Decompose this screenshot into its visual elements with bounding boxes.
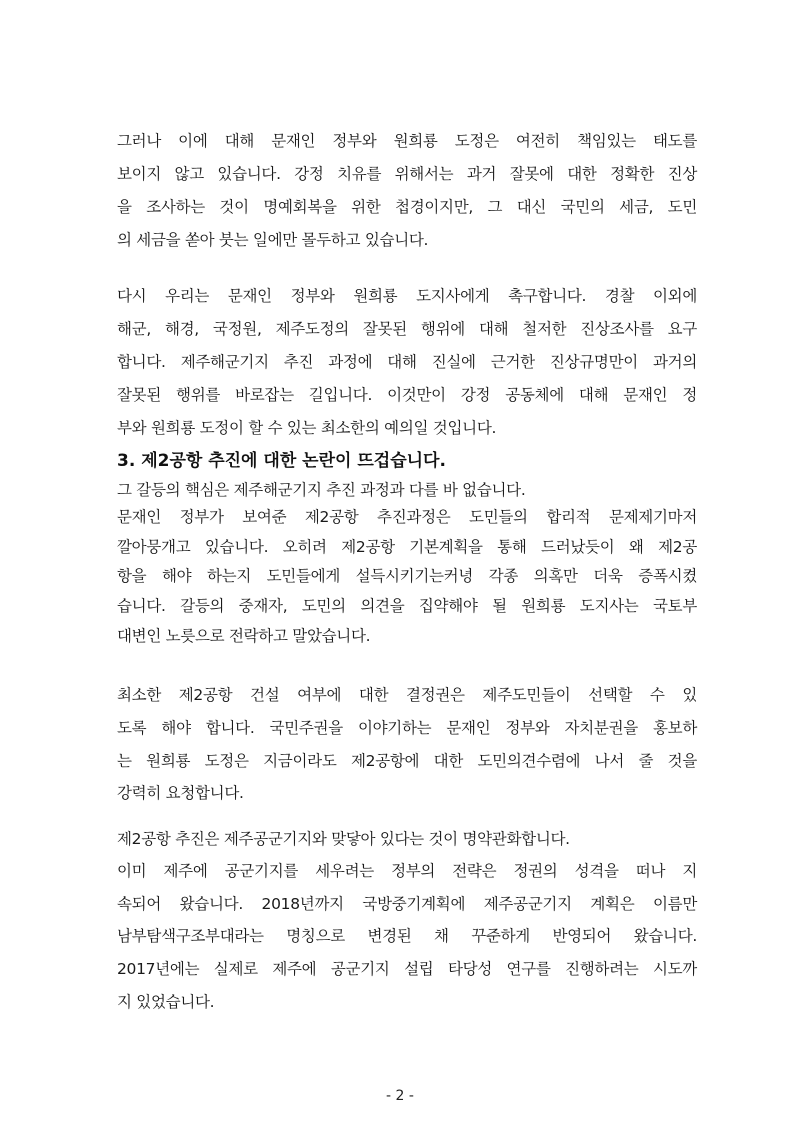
- body-text-line: 깔아뭉개고 있습니다. 오히려 제2공항 기본계획을 통해 드러났듯이 왜 제2공: [117, 538, 697, 556]
- body-text-line: 지 있었습니다.: [117, 993, 215, 1011]
- body-text-line: 제2공항 추진은 제주공군기지와 맞닿아 있다는 것이 명약관화합니다.: [117, 830, 570, 848]
- body-text-line: 남부탐색구조부대라는 명칭으로 변경된 채 꾸준하게 반영되어 왔습니다.: [117, 927, 697, 945]
- body-text-line: 도록 해야 합니다. 국민주권을 이야기하는 문재인 정부와 자치분권을 홍보하: [117, 719, 697, 737]
- body-text-line: 그러나 이에 대해 문재인 정부와 원희룡 도정은 여전히 책임있는 태도를: [117, 132, 697, 150]
- body-text-line: 을 조사하는 것이 명예회복을 위한 첩경이지만, 그 대신 국민의 세금, 도민: [117, 198, 697, 216]
- body-text-line: 는 원희룡 도정은 지금이라도 제2공항에 대한 도민의견수렴에 나서 줄 것을: [117, 752, 697, 770]
- body-text-line: 문재인 정부가 보여준 제2공항 추진과정은 도민들의 합리적 문제제기마저: [117, 508, 697, 526]
- body-text-line: 합니다. 제주해군기지 추진 과정에 대해 진실에 근거한 진상규명만이 과거의: [117, 353, 697, 371]
- body-text-line: 부와 원희룡 도정이 할 수 있는 최소한의 예의일 것입니다.: [117, 419, 497, 437]
- body-text-line: 2017년에는 실제로 제주에 공군기지 설립 타당성 연구를 진행하려는 시도까: [117, 960, 697, 978]
- body-text-line: 보이지 않고 있습니다. 강정 치유를 위해서는 과거 잘못에 대한 정확한 진상: [117, 165, 697, 183]
- body-text-line: 의 세금을 쏟아 붓는 일에만 몰두하고 있습니다.: [117, 231, 429, 249]
- body-text-line: 강력히 요청합니다.: [117, 784, 244, 802]
- body-text-line: 그 갈등의 핵심은 제주해군기지 추진 과정과 다를 바 없습니다.: [117, 481, 526, 499]
- body-text-line: 이미 제주에 공군기지를 세우려는 정부의 전략은 정권의 성격을 떠나 지: [117, 862, 697, 880]
- body-text-line: 다시 우리는 문재인 정부와 원희룡 도지사에게 촉구합니다. 경찰 이외에: [117, 287, 697, 305]
- body-text-line: 잘못된 행위를 바로잡는 길입니다. 이것만이 강정 공동체에 대해 문재인 정: [117, 386, 697, 404]
- page-number: - 2 -: [386, 1088, 414, 1104]
- body-text-line: 대변인 노릇으로 전락하고 말았습니다.: [117, 627, 371, 645]
- section-heading: 3. 제2공항 추진에 대한 논란이 뜨겁습니다.: [117, 451, 446, 471]
- body-text-line: 속되어 왔습니다. 2018년까지 국방중기계획에 제주공군기지 계획은 이름만: [117, 895, 697, 913]
- body-text-line: 습니다. 갈등의 중재자, 도민의 의견을 집약해야 될 원희룡 도지사는 국토부: [117, 597, 697, 615]
- body-text-line: 항을 해야 하는지 도민들에게 설득시키기는커녕 각종 의혹만 더욱 증폭시켰: [117, 567, 697, 585]
- body-text-line: 최소한 제2공항 건설 여부에 대한 결정권은 제주도민들이 선택할 수 있: [117, 686, 697, 704]
- body-text-line: 해군, 해경, 국정원, 제주도정의 잘못된 행위에 대해 철저한 진상조사를 요구: [117, 320, 697, 338]
